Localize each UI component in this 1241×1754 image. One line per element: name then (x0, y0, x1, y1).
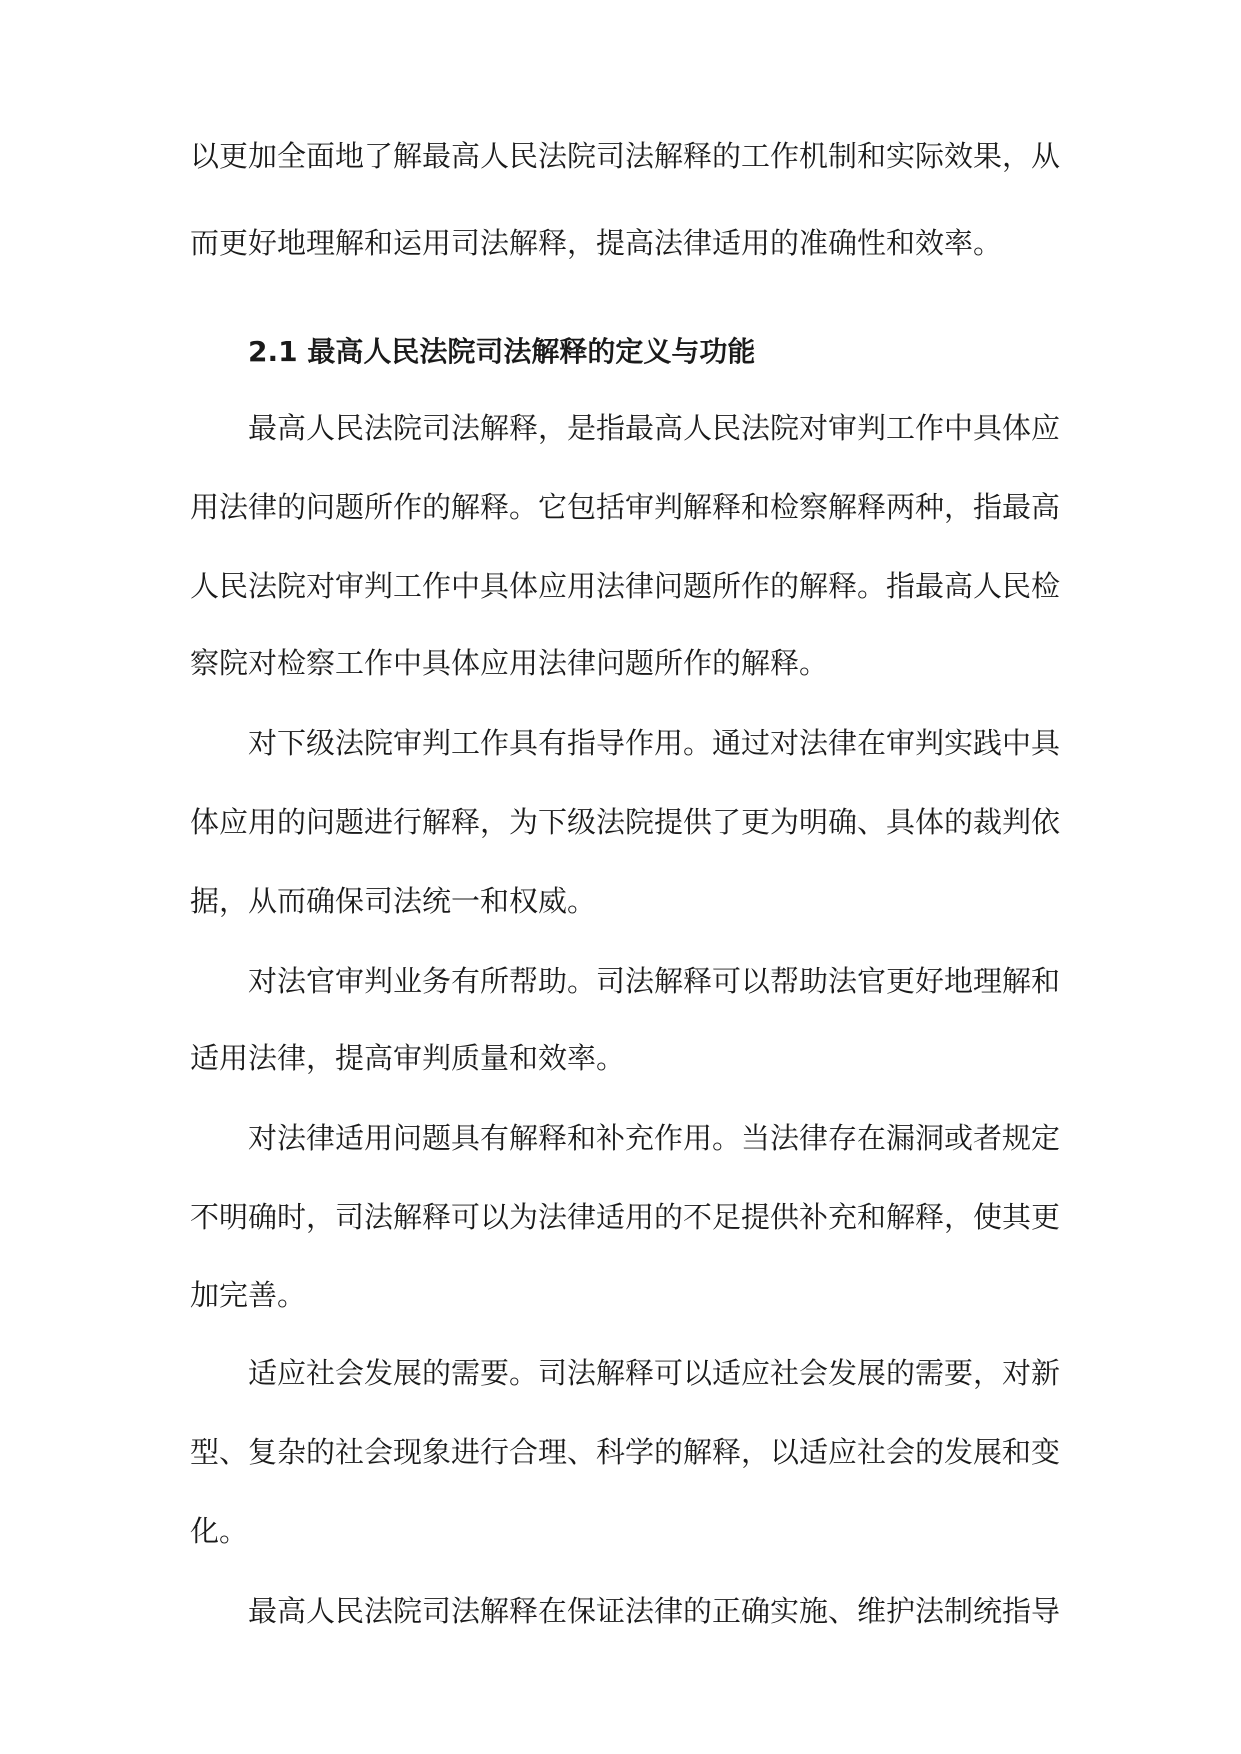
paragraph-line: 而更好地理解和运用司法解释，提高法律适用的准确性和效率。 (190, 226, 1003, 260)
paragraph-line: 适用法律，提高审判质量和效率。 (190, 1041, 626, 1075)
paragraph-line: 用法律的问题所作的解释。它包括审判解释和检察解释两种，指最高 (190, 490, 1061, 524)
paragraph-line: 不明确时，司法解释可以为法律适用的不足提供补充和解释，使其更 (190, 1200, 1061, 1234)
paragraph-line: 最高人民法院司法解释，是指最高人民法院对审判工作中具体应 (248, 411, 1061, 445)
paragraph-line: 型、复杂的社会现象进行合理、科学的解释，以适应社会的发展和变 (190, 1435, 1061, 1469)
paragraph-line: 加完善。 (190, 1278, 307, 1312)
paragraph-line: 人民法院对审判工作中具体应用法律问题所作的解释。指最高人民检 (190, 569, 1061, 603)
paragraph-line: 对下级法院审判工作具有指导作用。通过对法律在审判实践中具 (248, 726, 1061, 760)
paragraph-line: 最高人民法院司法解释在保证法律的正确实施、维护法制统指导 (248, 1594, 1061, 1628)
paragraph-line: 以更加全面地了解最高人民法院司法解释的工作机制和实际效果，从 (190, 139, 1061, 173)
section-heading: 2.1 最高人民法院司法解释的定义与功能 (248, 335, 756, 368)
paragraph-line: 据，从而确保司法统一和权威。 (190, 884, 597, 918)
paragraph-line: 对法律适用问题具有解释和补充作用。当法律存在漏洞或者规定 (248, 1121, 1061, 1155)
paragraph-line: 适应社会发展的需要。司法解释可以适应社会发展的需要，对新 (248, 1356, 1061, 1390)
paragraph-line: 体应用的问题进行解释，为下级法院提供了更为明确、具体的裁判依 (190, 805, 1061, 839)
paragraph-line: 化。 (190, 1514, 249, 1548)
paragraph-line: 察院对检察工作中具体应用法律问题所作的解释。 (190, 646, 829, 680)
paragraph-line: 对法官审判业务有所帮助。司法解释可以帮助法官更好地理解和 (248, 964, 1061, 998)
